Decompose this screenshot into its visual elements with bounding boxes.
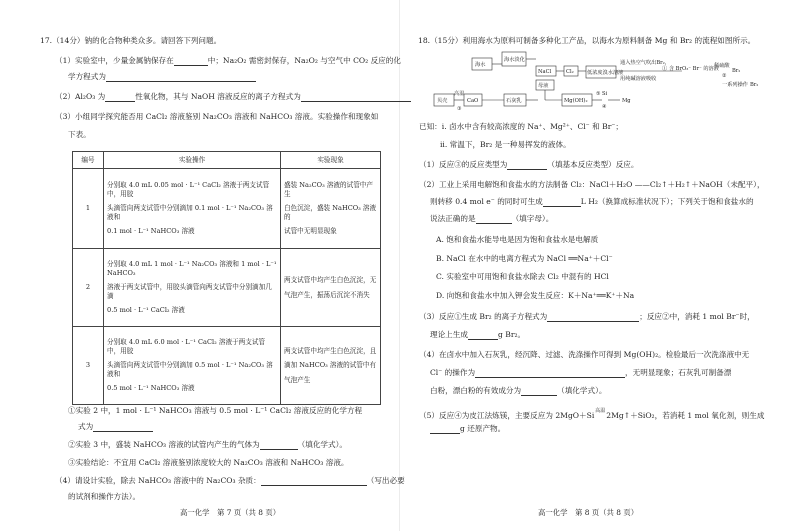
q18-p4d: 白粉，漂白粉的有效成分为 bbox=[430, 386, 522, 395]
operation-cell bbox=[104, 327, 281, 405]
op-line: 分别取 4.0 mL 1 mol · L⁻¹ Na₂CO₃ 溶液和 1 mol · L⁻¹ NaHCO₃ bbox=[107, 260, 277, 277]
br2-label: Br₂ bbox=[732, 68, 741, 74]
q17-sub1-line1: ①实验 2 中，1 mol · L⁻¹ NaHCO₃ 溶液与 0.5 mol · L⁻¹ CaCl₂ 溶液反应的化学方程 bbox=[68, 406, 363, 415]
q17-s1b: 式为 bbox=[78, 422, 94, 431]
q18-part4-line1: （4）在卤水中加入石灰乳，经沉降、过滤、洗涤操作可得到 Mg(OH)₂。检验最后一次洗涤液中无 bbox=[419, 350, 750, 359]
answer-blank[interactable] bbox=[93, 423, 153, 432]
q18-p3d: g Br₂。 bbox=[497, 330, 526, 339]
q18-known-2: ii. 常温下，Br₂ 是一种易挥发的液体。 bbox=[440, 140, 571, 149]
enrich-label-2: 用纯碱溶液吸收 bbox=[620, 76, 657, 82]
option-a: A. 饱和食盐水能导电是因为饱和食盐水是电解质 bbox=[436, 235, 599, 244]
q18-p2e: （填字母）。 bbox=[511, 214, 554, 223]
ph-line: 气泡产生 bbox=[284, 375, 311, 384]
phenomenon-cell bbox=[281, 169, 381, 249]
q18-p3a: （3）反应①生成 Br₂ 的离子方程式为 bbox=[419, 312, 548, 321]
mgoh2-label: Mg(OH)₂ bbox=[564, 98, 588, 104]
answer-blank[interactable] bbox=[507, 161, 547, 170]
nacl-label: NaCl bbox=[538, 69, 552, 75]
op-line: 分别取 4.0 mL 6.0 mol · L⁻¹ CaCl₂ 溶液于两支试管中，用胶 bbox=[107, 338, 266, 355]
ph-line: 白色沉淀，盛装 NaHCO₃ 溶液的 bbox=[284, 204, 377, 221]
q18-title: 18.（15分）利用海水为原料可制备多种化工产品，以海水为原料制备 Mg 和 Br₂ 的流程如图所示。 bbox=[418, 36, 756, 45]
q17-part1-line1 bbox=[55, 56, 401, 66]
op-line: 溶液于两支试管中，用胶头滴管向两支试管中分别滴加几滴 bbox=[107, 283, 272, 300]
q18-part1 bbox=[419, 160, 639, 170]
q17-p2b: 性氧化物，其与 NaOH 溶液反应的离子方程式为 bbox=[135, 92, 301, 101]
table-header: 编号 bbox=[73, 152, 104, 169]
q17-part2 bbox=[55, 92, 411, 102]
mg-label: Mg bbox=[622, 98, 631, 104]
mother-liquor-label: 母液 bbox=[538, 83, 549, 89]
table-row bbox=[73, 249, 381, 327]
q17-sub1-line2 bbox=[78, 422, 153, 432]
answer-blank[interactable] bbox=[174, 57, 208, 66]
q17-part4-line2: 的试剂和操作方法）。 bbox=[68, 492, 141, 501]
operation-cell bbox=[104, 169, 281, 249]
answer-blank[interactable] bbox=[301, 93, 411, 102]
option-b: B. NaCl 在水中的电离方程式为 NaCl ══Na⁺＋Cl⁻ bbox=[436, 254, 613, 263]
q17-p4a: （4）请设计实验，除去 NaHCO₃ 溶液中的 Na₂CO₃ 杂质： bbox=[55, 476, 261, 485]
q17-p1a: （1）实验室中，少量金属钠保存在 bbox=[55, 56, 174, 65]
q18-part2-line2 bbox=[430, 197, 754, 207]
enrich-label: 通入热空气吹出Br₂， bbox=[620, 60, 670, 66]
q17-part3-line2: 下表。 bbox=[68, 130, 91, 139]
answer-blank[interactable] bbox=[468, 331, 498, 340]
q17-s2a: ②实验 3 中，盛装 NaHCO₃ 溶液的试管内产生的气体为 bbox=[68, 440, 260, 449]
answer-blank[interactable] bbox=[105, 93, 135, 102]
shell-label: 贝壳 bbox=[437, 98, 448, 104]
q17-part4-line1 bbox=[55, 476, 405, 486]
cl2-label: Cl₂ bbox=[566, 69, 574, 75]
q17-p4b: （写出必要 bbox=[366, 476, 405, 485]
q18-part3-line2 bbox=[430, 330, 525, 340]
answer-blank[interactable] bbox=[106, 73, 256, 82]
q18-known-1: 已知：i. 卤水中含有较高浓度的 Na⁺、Mg²⁺、Cl⁻ 和 Br⁻； bbox=[419, 122, 623, 131]
q17-title: 17.（14分）钠的化合物种类众多。请回答下列问题。 bbox=[40, 36, 222, 45]
table-row bbox=[73, 169, 381, 249]
row-number: 3 bbox=[73, 327, 104, 405]
option-c: C. 实验室中可用饱和食盐水除去 Cl₂ 中混有的 HCl bbox=[436, 272, 609, 281]
q18-part3-line1 bbox=[419, 312, 755, 322]
series-ops-label: 一系列操作 bbox=[722, 82, 748, 88]
q18-p5c: g 还原产物。 bbox=[460, 424, 506, 433]
brine-label: 海水淡化 bbox=[504, 57, 525, 63]
q17-part1-line2 bbox=[68, 72, 256, 82]
q18-part4-line3 bbox=[430, 386, 606, 396]
answer-blank[interactable] bbox=[521, 387, 557, 396]
answer-blank[interactable] bbox=[261, 477, 367, 486]
phenomenon-cell bbox=[281, 327, 381, 405]
q17-p1c: 学方程式为 bbox=[68, 72, 106, 81]
step-1-label: ① 含 BrO₃⁻ Br⁻ 的溶液 bbox=[662, 66, 719, 72]
q18-part5-line2 bbox=[430, 424, 505, 434]
q17-p1b: 中；Na₂O₂ 需密封保存，Na₂O₂ 与空气中 CO₂ 反应的化 bbox=[207, 56, 401, 65]
q18-part4-line2 bbox=[430, 368, 731, 378]
answer-blank[interactable] bbox=[476, 215, 512, 224]
q17-p2a: （2）Al₂O₃ 为 bbox=[55, 92, 106, 101]
q18-p5a: （5）反应④为皮江法炼镁，主要反应为 2MgO＋Si bbox=[419, 411, 595, 420]
q18-p2d: 说法正确的是 bbox=[430, 214, 476, 223]
q18-p4e: （填化学式）。 bbox=[557, 386, 607, 395]
answer-blank[interactable] bbox=[475, 369, 625, 378]
op-line: 分别取 4.0 mL 0.05 mol · L⁻¹ CaCl₂ 溶液于两支试管中，用胶 bbox=[107, 181, 270, 198]
step-2-label: ② bbox=[722, 73, 727, 79]
op-line: 0.5 mol · L⁻¹ NaHCO₃ 溶液 bbox=[107, 384, 195, 393]
q18-p3c: 理论上生成 bbox=[430, 330, 468, 339]
q18-p2c: L H₂（换算成标准状况下）；下列关于饱和食盐水的 bbox=[580, 197, 754, 206]
q18-p4b: Cl⁻ 的操作为 bbox=[430, 368, 476, 377]
step-5-label: ⑤ bbox=[596, 91, 601, 97]
q18-part2-line1: （2）工业上采用电解饱和食盐水的方法制备 Cl₂：NaCl＋H₂O ——Cl₂↑＋H₂↑＋NaOH（未配平）， bbox=[419, 180, 765, 189]
step-3-label: ③ bbox=[457, 106, 462, 112]
cao-label: CaO bbox=[467, 98, 479, 104]
table-header: 实验现象 bbox=[281, 152, 381, 169]
si-label: Si bbox=[602, 91, 608, 97]
ph-line: 试管中无明显现象 bbox=[284, 227, 337, 236]
q17-sub3: ③实验结论：不宜用 CaCl₂ 溶液鉴别浓度较大的 Na₂CO₃ 溶液和 NaHCO₃ 溶液。 bbox=[68, 458, 349, 467]
seawater-label: 海水 bbox=[475, 62, 486, 68]
process-flow-diagram bbox=[432, 50, 762, 112]
br-solution-label: 低浓度溴水溶液 bbox=[587, 70, 624, 76]
operation-cell bbox=[104, 249, 281, 327]
q17-part3-line1: （3）小组同学探究能否用 CaCl₂ 溶液鉴别 Na₂CO₃ 溶液和 NaHCO₃ 溶液。实验操作和现象如 bbox=[55, 112, 379, 121]
op-line: 头滴管向两支试管中分别滴加 0.1 mol · L⁻¹ Na₂CO₃ 溶液和 bbox=[107, 204, 273, 221]
q17-s2b: （填化学式）。 bbox=[297, 440, 347, 449]
table-row bbox=[73, 327, 381, 405]
answer-blank[interactable] bbox=[543, 198, 581, 207]
page-footer: 高一化学 第 7 页（共 8 页） bbox=[180, 508, 281, 517]
ph-line: 滴加 NaHCO₃ 溶液的试管中有 bbox=[284, 361, 377, 370]
answer-blank[interactable] bbox=[260, 441, 298, 450]
phenomenon-cell bbox=[281, 249, 381, 327]
answer-blank[interactable] bbox=[430, 425, 460, 434]
op-line: 头滴管向两支试管中分别滴加 0.5 mol · L⁻¹ Na₂CO₃ 溶液和 bbox=[107, 361, 273, 378]
calcine-label: 高温 bbox=[454, 91, 465, 97]
answer-blank[interactable] bbox=[547, 313, 639, 322]
experiment-table bbox=[72, 151, 381, 405]
option-d: D. 向饱和食盐水中加入钾会发生反应：K＋Na⁺══K⁺＋Na bbox=[436, 291, 635, 300]
ph-line: 盛装 Na₂CO₃ 溶液的试管中产生 bbox=[284, 181, 373, 198]
q18-p1a: （1）反应③的反应类型为 bbox=[419, 160, 508, 169]
br2-final-label: Br₂ bbox=[750, 82, 759, 88]
acid-label: 稀硫酸 bbox=[714, 63, 730, 69]
q18-p5b: 2Mg↑＋SiO₂，若消耗 1 mol 氧化剂，则生成 bbox=[606, 411, 765, 420]
op-line: 0.1 mol · L⁻¹ NaHCO₃ 溶液 bbox=[107, 227, 195, 236]
q17-sub2 bbox=[68, 440, 347, 450]
high-temp-condition: 高温 bbox=[595, 408, 606, 414]
step-4-label: ④ bbox=[602, 104, 607, 110]
q18-p3b: ；反应②中，消耗 1 mol Br⁻时， bbox=[639, 312, 755, 321]
ph-line: 气泡产生，振荡后沉淀不消失 bbox=[284, 290, 370, 299]
lime-milk-label: 石灰乳 bbox=[506, 98, 522, 104]
op-line: 0.5 mol · L⁻¹ CaCl₂ 溶液 bbox=[107, 306, 185, 315]
row-number: 2 bbox=[73, 249, 104, 327]
q18-part2-line3 bbox=[430, 214, 553, 224]
table-header-row bbox=[73, 152, 381, 169]
q18-p4c: ，无明显现象；石灰乳可制备漂 bbox=[625, 368, 732, 377]
row-number: 1 bbox=[73, 169, 104, 249]
ph-line: 两支试管中均产生白色沉淀，无 bbox=[284, 275, 377, 284]
page-footer: 高一化学 第 8 页（共 8 页） bbox=[538, 508, 639, 517]
q18-p2b: 则转移 0.4 mol e⁻ 的同时可生成 bbox=[430, 197, 543, 206]
ph-line: 两支试管中均产生白色沉淀，且 bbox=[284, 346, 377, 355]
q18-p1b: （填基本反应类型）反应。 bbox=[547, 160, 639, 169]
q18-part5-line1 bbox=[419, 406, 764, 421]
table-header: 实验操作 bbox=[104, 152, 281, 169]
